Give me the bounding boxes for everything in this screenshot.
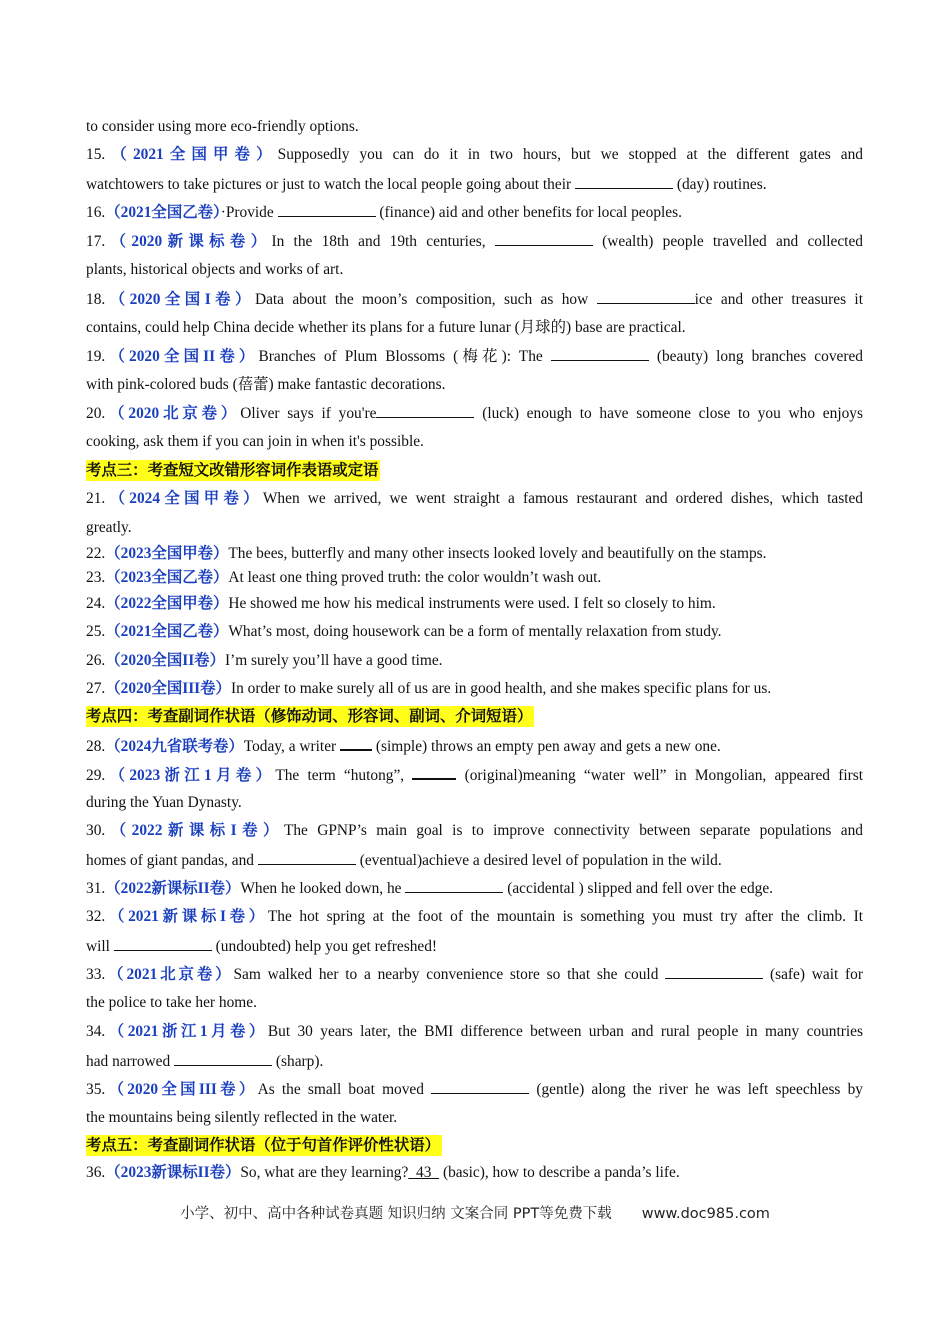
- source-tag: （2022全国甲卷）: [105, 595, 229, 612]
- text-line: homes of giant pandas, and (eventual)achieve a desired level of population in the wild.: [86, 852, 722, 869]
- answer-blank: [431, 1079, 529, 1094]
- source-tag: （2020全国II卷）: [105, 348, 259, 365]
- source-tag: （2022新课标I卷）: [105, 822, 284, 839]
- answer-blank: [376, 403, 474, 418]
- question-22: 22.（2023全国甲卷）The bees, butterfly and many other insects looked lovely and beautifully on the stamps.: [86, 545, 767, 562]
- source-tag: （2022新课标II卷）: [105, 880, 241, 897]
- source-tag: （2021浙江1月卷）: [105, 1023, 268, 1040]
- question-25: 25.（2021全国乙卷）What’s most, doing housework can be a form of mentally relaxation from study.: [86, 623, 722, 640]
- text-line: plants, historical objects and works of art.: [86, 261, 344, 278]
- source-tag: （2020新课标卷）: [105, 233, 272, 250]
- question-23: 23.（2023全国乙卷）At least one thing proved truth: the color wouldn’t wash out.: [86, 569, 602, 586]
- question-21: 21.（2024全国甲卷）When we arrived, we went straight a famous restaurant and ordered dishes, which tasted: [86, 490, 863, 507]
- section-heading: 考点三：考查短文改错形容词作表语或定语: [86, 462, 379, 479]
- question-27: 27.（2020全国III卷）In order to make surely all of us are in good health, and she makes specific plans for us.: [86, 680, 772, 697]
- question-24: 24.（2022全国甲卷）He showed me how his medical instruments were used. I felt so closely to him.: [86, 595, 716, 612]
- question-19: 19.（2020全国II卷）Branches of Plum Blossoms (梅花): The (beauty) long branches covered: [86, 348, 864, 365]
- text-line: the mountains being silently reflected in the water.: [86, 1109, 398, 1126]
- answer-blank: [114, 936, 212, 951]
- answer-blank: [405, 878, 503, 893]
- page-footer: [0, 1202, 950, 1223]
- source-tag: （2021北京卷）: [105, 966, 234, 983]
- section-heading: 考点四：考查副词作状语（修饰动词、形容词、副词、介词短语）: [86, 708, 533, 725]
- source-tag: （2023浙江1月卷）: [105, 767, 276, 784]
- answer-blank: [575, 174, 673, 189]
- answer-blank: [278, 202, 376, 217]
- source-tag: （2024全国甲卷）: [105, 490, 263, 507]
- answer-blank: [495, 231, 593, 246]
- footer-text: 小学、初中、高中各种试卷真题 知识归纳 文案合同 PPT等免费下载: [180, 1206, 612, 1222]
- source-tag: （2021全国甲卷）: [105, 146, 278, 163]
- text-line: greatly.: [86, 519, 132, 536]
- question-29: 29.（2023浙江1月卷）The term “hutong”, (original)meaning “water well” in Mongolian, appeared first: [86, 764, 863, 786]
- source-tag: （2020全国I卷）: [105, 291, 255, 308]
- filled-answer: 43: [416, 1164, 432, 1181]
- source-tag: （2020全国III卷）: [105, 1081, 258, 1098]
- source-tag: （2023全国乙卷）: [105, 569, 229, 586]
- source-tag: （2024九省联考卷）: [105, 738, 244, 755]
- question-16: 16.（2021全国乙卷）·Provide (finance) aid and other benefits for local peoples.: [86, 204, 682, 221]
- question-18: 18.（2020全国I卷）Data about the moon’s composition, such as how ice and other treasures it: [86, 291, 863, 308]
- source-tag: （2021新课标I卷）: [105, 908, 268, 925]
- answer-blank: [258, 850, 356, 865]
- source-tag: （2021全国乙卷）: [105, 204, 221, 221]
- text-line: cooking, ask them if you can join in when it's possible.: [86, 433, 424, 450]
- source-tag: （2020全国III卷）: [105, 680, 231, 697]
- answer-blank: [665, 964, 763, 979]
- question-35: 35.（2020全国III卷）As the small boat moved (gentle) along the river he was left speechless by: [86, 1081, 863, 1098]
- question-33: 33.（2021北京卷）Sam walked her to a nearby convenience store so that she could (safe) wait for: [86, 966, 863, 983]
- text-line: contains, could help China decide whether its plans for a future lunar (月球的) base are practical.: [86, 319, 686, 336]
- question-26: 26.（2020全国II卷）I’m surely you’ll have a good time.: [86, 652, 443, 669]
- answer-blank: [597, 289, 695, 304]
- answer-blank: [412, 764, 456, 780]
- source-tag: （2020北京卷）: [105, 405, 241, 422]
- text-line: with pink-colored buds (蓓蕾) make fantastic decorations.: [86, 376, 446, 393]
- answer-blank: [551, 346, 649, 361]
- answer-blank: [340, 735, 372, 751]
- footer-url[interactable]: www.doc985.com: [641, 1206, 770, 1222]
- question-32: 32.（2021新课标I卷）The hot spring at the foot of the mountain is something you must try after the climb. It: [86, 908, 863, 925]
- question-31: 31.（2022新课标II卷）When he looked down, he (accidental ) slipped and fell over the edge.: [86, 880, 774, 897]
- source-tag: （2021全国乙卷）: [105, 623, 229, 640]
- text-line: to consider using more eco-friendly options.: [86, 118, 359, 135]
- text-line: watchtowers to take pictures or just to watch the local people going about their (day) routines.: [86, 176, 767, 193]
- text-line: during the Yuan Dynasty.: [86, 794, 242, 811]
- source-tag: （2023全国甲卷）: [105, 545, 229, 562]
- section-heading: 考点五：考查副词作状语（位于句首作评价性状语）: [86, 1137, 440, 1154]
- question-15: 15.（2021全国甲卷）Supposedly you can do it in two hours, but we stopped at the different gates and: [86, 146, 863, 163]
- text-line: the police to take her home.: [86, 994, 257, 1011]
- source-tag: （2020全国II卷）: [105, 652, 225, 669]
- question-17: 17.（2020新课标卷）In the 18th and 19th centuries, (wealth) people travelled and collected: [86, 233, 863, 250]
- question-36: 36.（2023新课标II卷）So, what are they learning? 43 (basic), how to describe a panda’s life.: [86, 1164, 680, 1181]
- answer-blank: [174, 1051, 272, 1066]
- text-line: had narrowed (sharp).: [86, 1053, 324, 1070]
- question-30: 30.（2022新课标I卷）The GPNP’s main goal is to improve connectivity between separate populations and: [86, 822, 863, 839]
- source-tag: （2023新课标II卷）: [105, 1164, 241, 1181]
- question-34: 34.（2021浙江1月卷）But 30 years later, the BMI difference between urban and rural people in many countries: [86, 1023, 863, 1040]
- text-line: will (undoubted) help you get refreshed!: [86, 938, 438, 955]
- question-28: 28.（2024九省联考卷）Today, a writer (simple) throws an empty pen away and gets a new one.: [86, 735, 863, 757]
- question-20: 20.（2020北京卷）Oliver says if you're (luck) enough to have someone close to you who enjoys: [86, 405, 863, 422]
